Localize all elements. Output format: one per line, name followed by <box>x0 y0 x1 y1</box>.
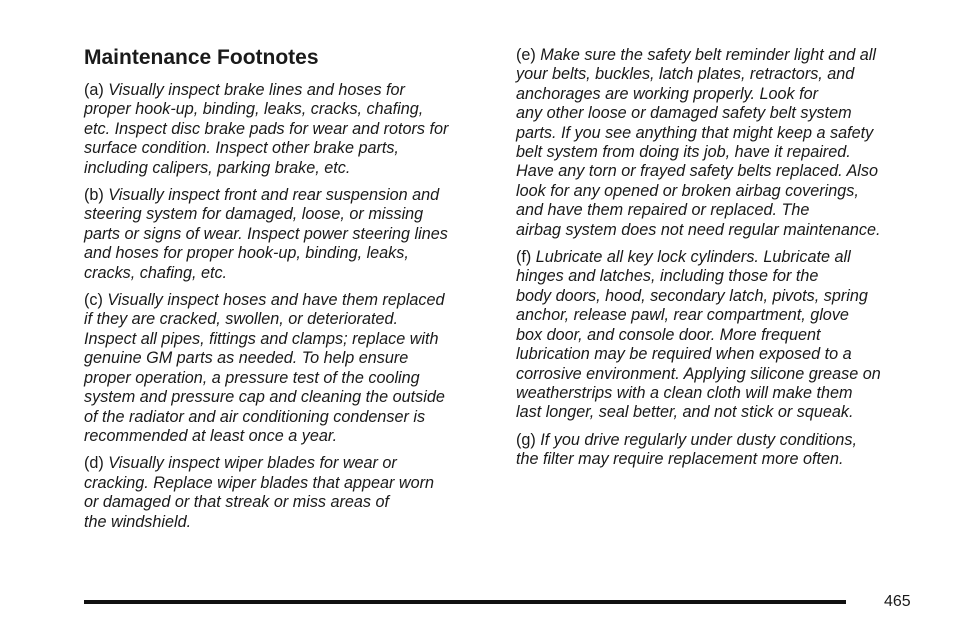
footer-rule <box>84 600 846 604</box>
footnote-d <box>84 454 496 532</box>
footnote-line: and hoses for proper hook-up, binding, leaks, <box>84 244 409 263</box>
footnote-line: last longer, seal better, and not stick or squeak. <box>516 403 854 422</box>
footnote-line: lubrication may be required when exposed to a <box>516 345 852 364</box>
footnote-line: steering system for damaged, loose, or missing <box>84 205 424 224</box>
footnote-line: Visually inspect hoses and have them replaced <box>107 291 445 310</box>
footnote-line: airbag system does not need regular maintenance. <box>516 220 881 239</box>
footnote-line: and have them repaired or replaced. The <box>516 201 810 220</box>
footnote-line: including calipers, parking brake, etc. <box>84 158 351 177</box>
footnote-line: if they are cracked, swollen, or deteriorated. <box>84 310 399 329</box>
footnote-line: corrosive environment. Applying silicone grease on <box>516 364 881 383</box>
footnote-line: parts or signs of wear. Inspect power steering lines <box>84 224 448 243</box>
page-title: Maintenance Footnotes <box>84 46 319 69</box>
footnote-line: Lubricate all key lock cylinders. Lubricate all <box>535 248 851 267</box>
footnote-line: Visually inspect front and rear suspension and <box>108 186 440 205</box>
footnote-f <box>516 248 928 423</box>
footnote-c <box>84 291 496 446</box>
footnote-line: your belts, buckles, latch plates, retractors, and <box>516 65 855 84</box>
footnote-marker: (b) <box>84 186 104 205</box>
footnote-line: Make sure the safety belt reminder light and all <box>540 46 876 64</box>
footnote-line: etc. Inspect disc brake pads for wear and rotors for <box>84 119 449 138</box>
left-column <box>84 81 496 540</box>
footnote-line: If you drive regularly under dusty conditions, <box>540 430 858 449</box>
footnote-line: or damaged or that streak or miss areas of <box>84 493 390 512</box>
footnote-line: anchor, release pawl, rear compartment, glove <box>516 306 849 325</box>
footnote-marker: (g) <box>516 430 536 449</box>
right-column <box>516 46 928 478</box>
footnote-line: Visually inspect brake lines and hoses for <box>108 81 405 99</box>
footnote-line: recommended at least once a year. <box>84 426 338 445</box>
footnote-line: box door, and console door. More frequent <box>516 325 821 344</box>
footnote-line: the windshield. <box>84 512 192 531</box>
footnote-marker: (f) <box>516 248 532 267</box>
footnote-line: body doors, hood, secondary latch, pivots, spring <box>516 286 868 305</box>
footnote-marker: (d) <box>84 454 104 473</box>
footnote-b <box>84 186 496 283</box>
footnote-line: proper operation, a pressure test of the cooling <box>84 368 420 387</box>
footnote-line: parts. If you see anything that might keep a safety <box>516 123 874 142</box>
footnote-line: Inspect all pipes, fittings and clamps; replace with <box>84 329 439 348</box>
footnote-line: genuine GM parts as needed. To help ensure <box>84 349 409 368</box>
footnote-line: Have any torn or frayed safety belts replaced. Also <box>516 162 879 181</box>
footnote-line: Visually inspect wiper blades for wear or <box>108 454 397 473</box>
page-number: 465 <box>884 593 911 610</box>
footnote-marker: (e) <box>516 46 536 64</box>
footnote-line: of the radiator and air conditioning condenser is <box>84 407 426 426</box>
footnote-line: look for any opened or broken airbag coverings, <box>516 181 859 200</box>
footnote-line: the filter may require replacement more often. <box>516 450 844 469</box>
footnote-line: any other loose or damaged safety belt system <box>516 104 852 123</box>
footnote-line: anchorages are working properly. Look for <box>516 84 819 103</box>
footnote-marker: (a) <box>84 81 104 99</box>
footnote-line: belt system from doing its job, have it repaired. <box>516 143 851 162</box>
footnote-line: weatherstrips with a clean cloth will make them <box>516 383 853 402</box>
footnote-line: hinges and latches, including those for the <box>516 267 819 286</box>
footnote-a <box>84 81 496 178</box>
footnote-line: cracking. Replace wiper blades that appear worn <box>84 473 435 492</box>
footnote-line: proper hook-up, binding, leaks, cracks, chafing, <box>84 100 424 119</box>
footnote-line: surface condition. Inspect other brake parts, <box>84 139 399 158</box>
footnote-marker: (c) <box>84 291 103 310</box>
footnote-e <box>516 46 928 240</box>
footnote-line: system and pressure cap and cleaning the outside <box>84 388 445 407</box>
footnote-g <box>516 431 928 470</box>
footnote-line: cracks, chafing, etc. <box>84 263 228 282</box>
